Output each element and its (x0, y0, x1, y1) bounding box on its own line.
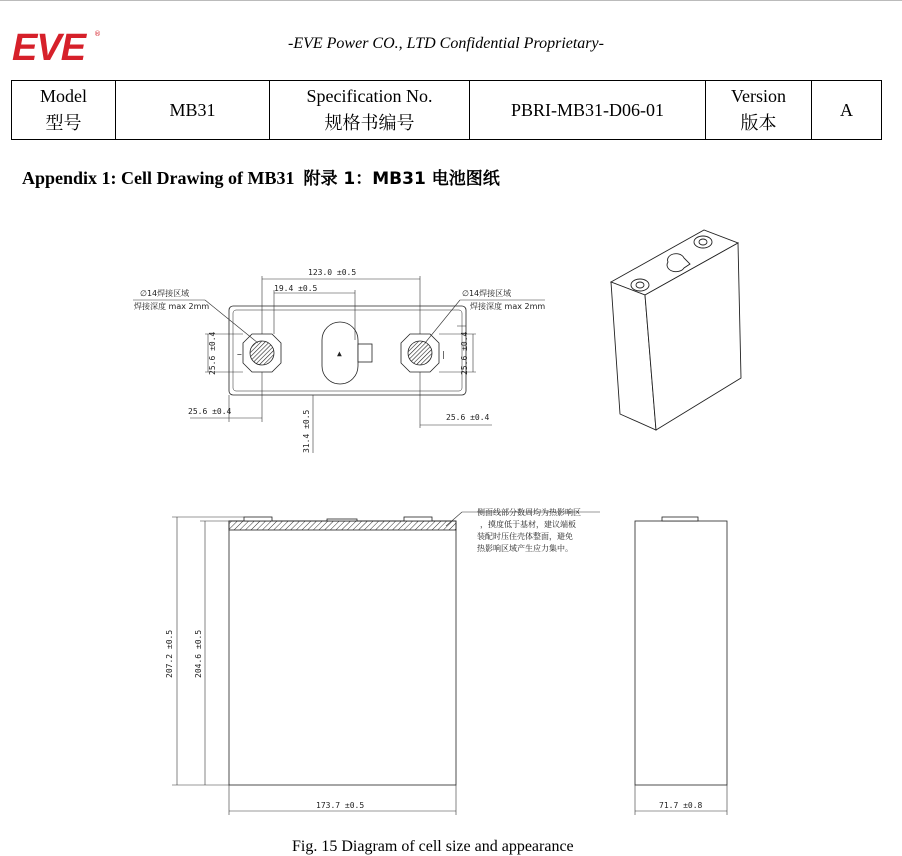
version-label-cn: 版本 (740, 113, 777, 134)
positive-terminal-mark: | (441, 350, 446, 359)
isometric-view (611, 230, 741, 430)
front-terminal-right (404, 517, 432, 521)
front-terminal-left (244, 517, 272, 521)
dim-center-vertical: 31.4 ±0.5 (302, 409, 311, 453)
version-value: A (812, 81, 882, 140)
dim-total-height: 207.2 ±0.5 (165, 629, 174, 678)
negative-terminal-mark: − (237, 350, 242, 359)
model-label: Model (40, 86, 87, 106)
dim-vent-offset: 19.4 ±0.5 (274, 284, 318, 293)
dim-body-height: 204.6 ±0.5 (194, 629, 203, 678)
dim-top-width: 123.0 ±0.5 (308, 268, 357, 277)
side-note-line-3: 装配时压住壳体整面，避免 (477, 532, 573, 541)
vent-tab (358, 344, 372, 362)
front-view (229, 517, 456, 785)
left-terminal-weld (250, 341, 274, 365)
weld-depth-left: 焊接深度 max 2mm (134, 302, 210, 311)
top-view (229, 306, 466, 395)
spec-value: PBRI-MB31-D06-01 (470, 81, 706, 140)
logo-registered-mark: ® (94, 30, 101, 38)
dim-right-vertical: 25.6 ±0.4 (460, 331, 469, 375)
confidential-tagline: -EVE Power CO., LTD Confidential Proprietary- (288, 35, 604, 52)
appendix-title-cn: 附录 1：MB31 电池图纸 (303, 169, 500, 189)
spec-label-cn: 规格书编号 (324, 113, 415, 134)
model-label-cn: 型号 (45, 113, 82, 134)
logo-text: EVE (12, 27, 86, 68)
weld-zone-right: ∅14焊接区域 (462, 289, 512, 298)
side-note-line-2: ，摸度低于基材，建议端板 (480, 520, 576, 529)
spec-label: Specification No. (306, 86, 433, 106)
dim-left-bottom: 25.6 ±0.4 (188, 407, 232, 416)
dim-left-vertical: 25.6 ±0.4 (208, 331, 217, 375)
right-terminal-weld (408, 341, 432, 365)
side-view-dimensions (635, 785, 727, 815)
side-view-terminal (662, 517, 698, 521)
side-view (635, 517, 727, 785)
figure-caption: Fig. 15 Diagram of cell size and appearance (292, 838, 574, 855)
side-view-body (635, 521, 727, 785)
weld-zone-left: ∅14焊接区域 (140, 289, 190, 298)
model-value: MB31 (116, 81, 270, 140)
side-note-line-1: 侧面线部分数周均为热影响区 (477, 508, 581, 517)
weld-depth-right: 焊接深度 max 2mm (470, 302, 546, 311)
dim-body-width: 173.7 ±0.5 (316, 801, 365, 810)
front-view-heat-zone (229, 521, 456, 530)
dim-side-width: 71.7 ±0.8 (659, 801, 703, 810)
side-note-line-4: 热影响区域产生应力集中。 (477, 544, 573, 553)
version-label: Version (731, 86, 786, 106)
vent-mark: ▲ (337, 349, 342, 358)
front-view-body (229, 521, 456, 785)
appendix-title-en: Appendix 1: Cell Drawing of MB31 (22, 168, 295, 188)
dim-right-bottom: 25.6 ±0.4 (446, 413, 490, 422)
